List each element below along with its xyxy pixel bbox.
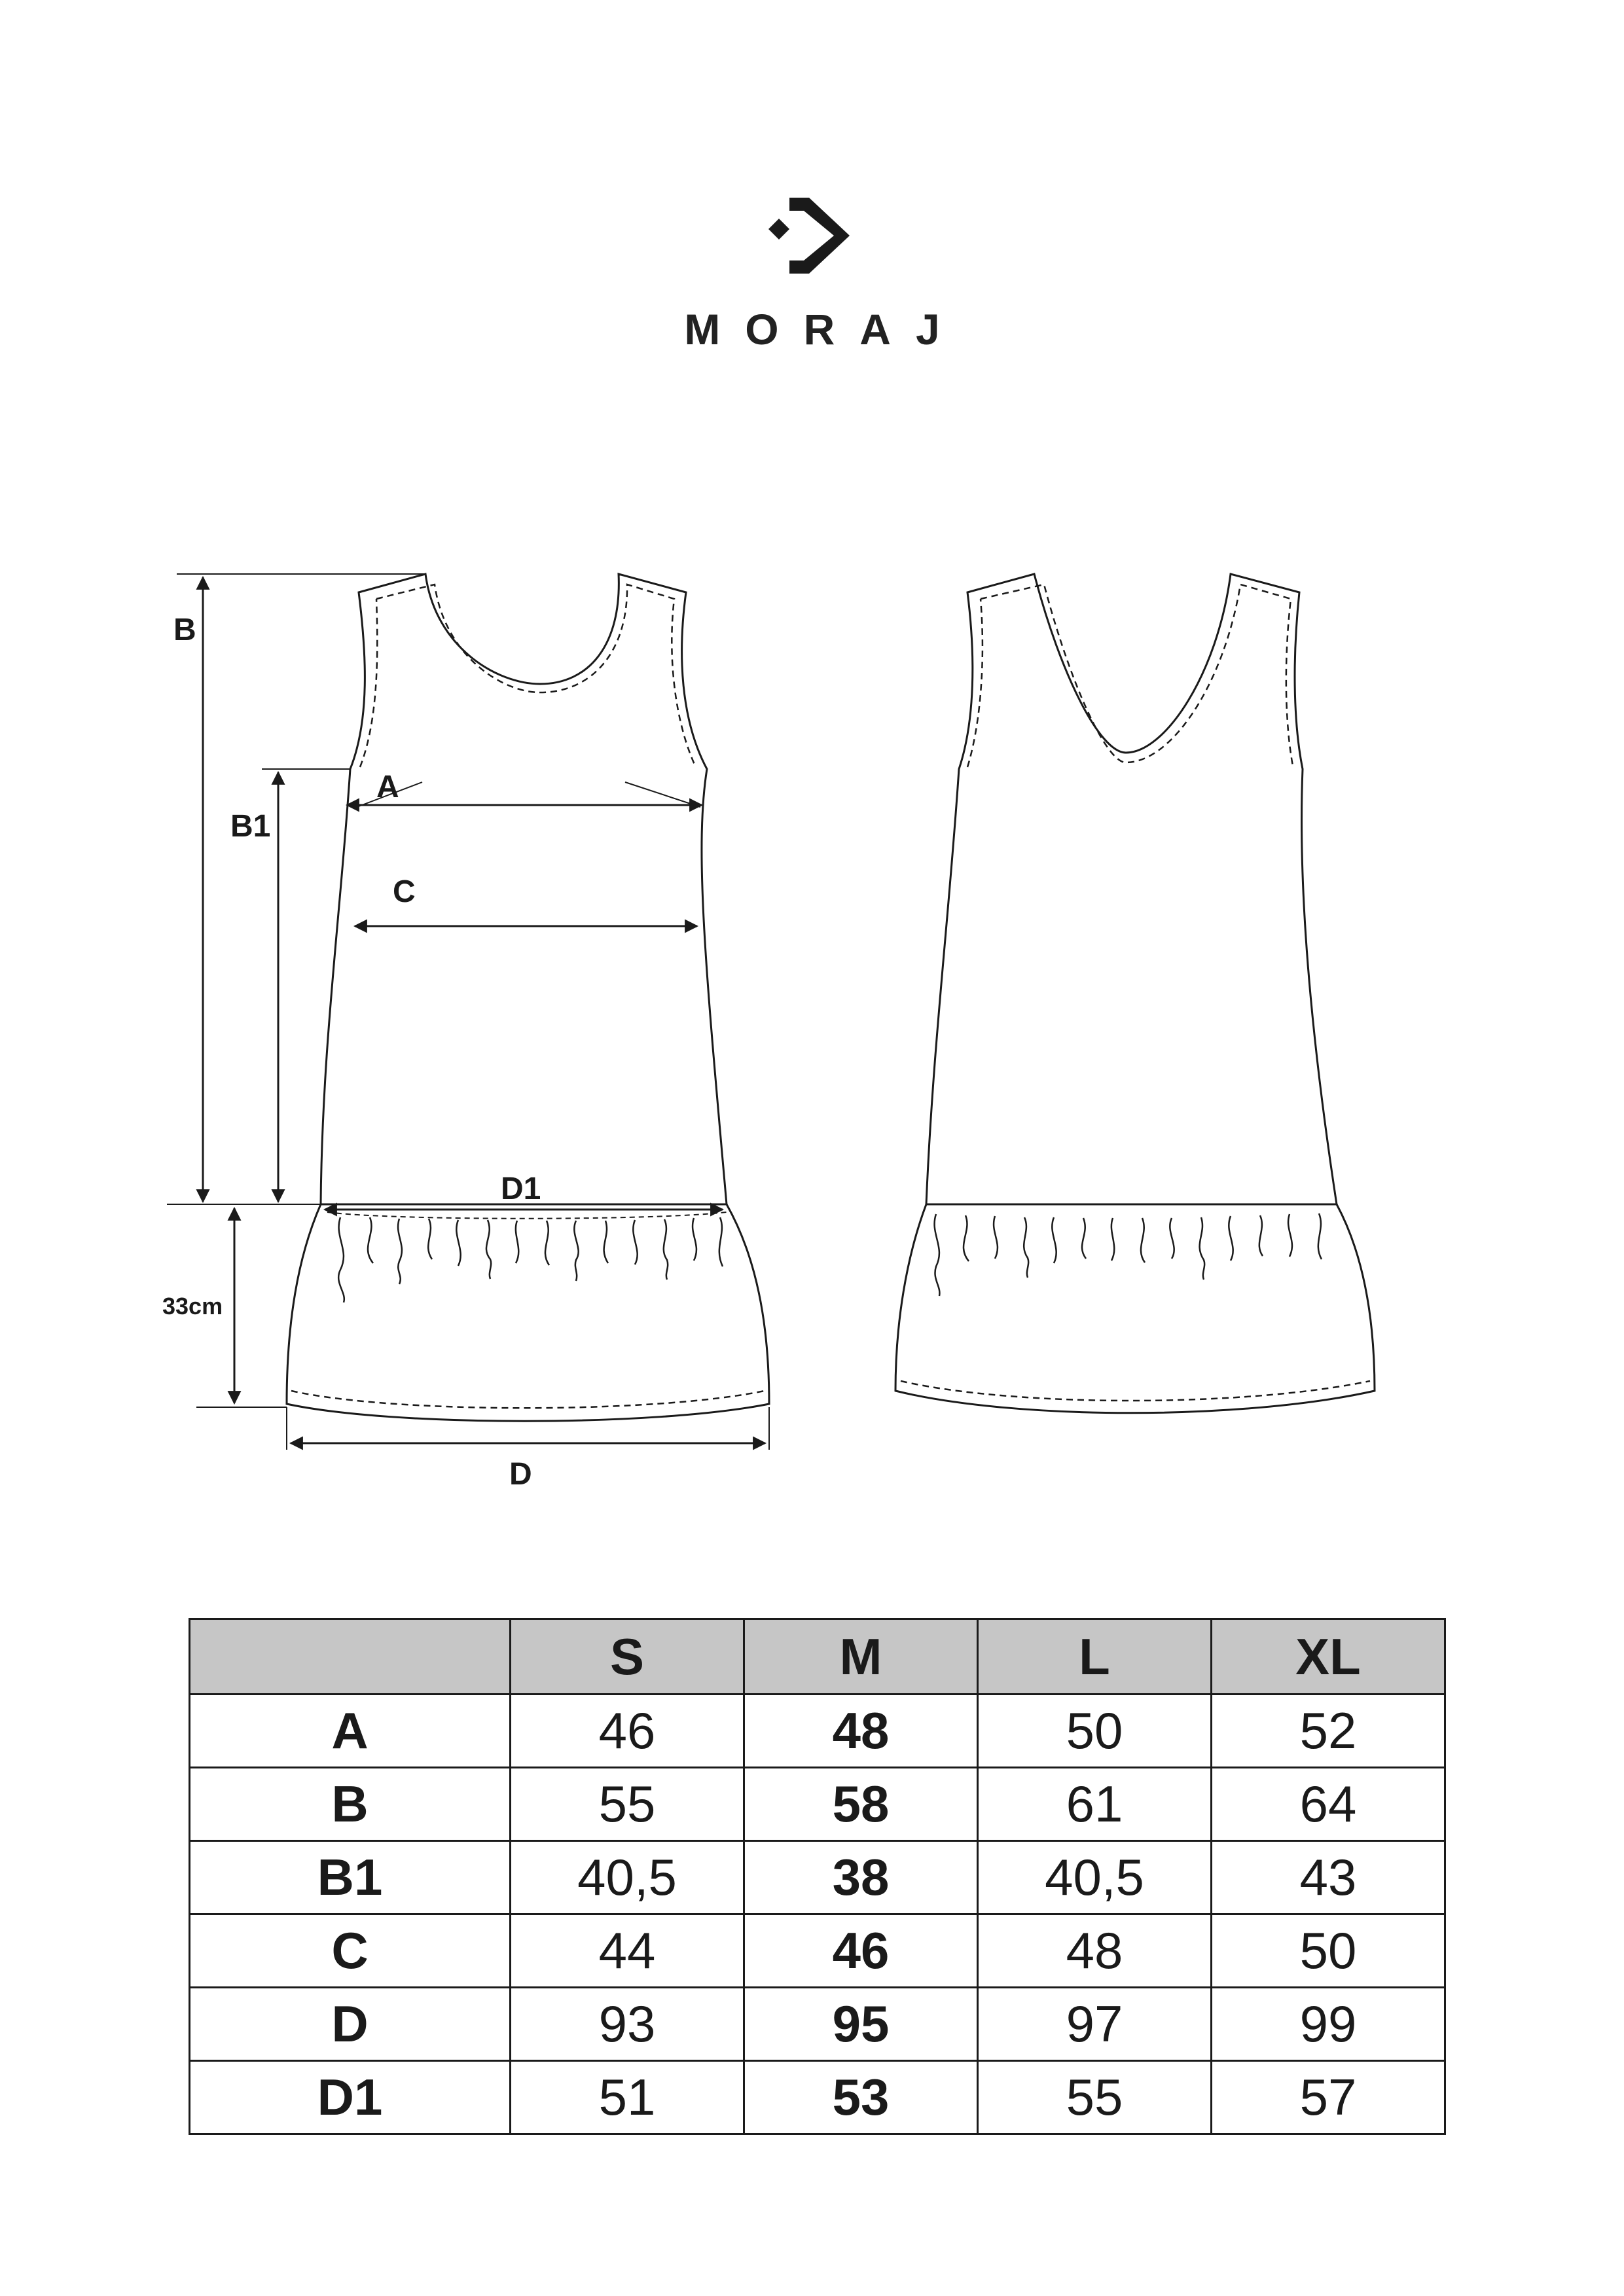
measurement-lines	[167, 574, 769, 1450]
table-cell: 97	[978, 1988, 1212, 2061]
table-cell: 55	[978, 2061, 1212, 2134]
table-cell: 53	[744, 2061, 978, 2134]
brand-name: MORAJ	[684, 305, 965, 353]
table-cell: 64	[1212, 1768, 1445, 1841]
row-label: A	[190, 1695, 511, 1768]
table-cell: 93	[511, 1988, 744, 2061]
table-cell: 55	[511, 1768, 744, 1841]
label-d1: D1	[501, 1172, 541, 1206]
table-row	[190, 2061, 1445, 2134]
label-b: B	[173, 613, 196, 647]
table-cell: 61	[978, 1768, 1212, 1841]
table-row	[190, 1988, 1445, 2061]
table-cell: 48	[744, 1695, 978, 1768]
table-cell: 57	[1212, 2061, 1445, 2134]
table-cell: 40,5	[978, 1841, 1212, 1914]
header-size-l: L	[978, 1619, 1212, 1695]
label-a: A	[376, 770, 399, 804]
table-row	[190, 1768, 1445, 1841]
header-size-xl: XL	[1212, 1619, 1445, 1695]
header-size-m: M	[744, 1619, 978, 1695]
header-size-s: S	[511, 1619, 744, 1695]
table-cell: 51	[511, 2061, 744, 2134]
row-label: B1	[190, 1841, 511, 1914]
table-row	[190, 1695, 1445, 1768]
table-cell: 46	[511, 1695, 744, 1768]
table-row	[190, 1841, 1445, 1914]
row-label: D1	[190, 2061, 511, 2134]
label-b1: B1	[230, 809, 271, 844]
table-cell: 58	[744, 1768, 978, 1841]
table-cell: 95	[744, 1988, 978, 2061]
dress-back-view	[895, 574, 1375, 1413]
dress-front-view	[287, 574, 769, 1421]
table-cell: 48	[978, 1914, 1212, 1988]
label-c: C	[393, 874, 416, 909]
table-row	[190, 1914, 1445, 1988]
front-gathers	[338, 1217, 723, 1302]
row-label: D	[190, 1988, 511, 2061]
table-cell: 50	[978, 1695, 1212, 1768]
table-cell: 44	[511, 1914, 744, 1988]
table-cell: 46	[744, 1914, 978, 1988]
back-gathers	[935, 1213, 1322, 1296]
size-table	[189, 1618, 1446, 2135]
table-cell: 50	[1212, 1914, 1445, 1988]
label-d: D	[509, 1457, 532, 1492]
row-label: C	[190, 1914, 511, 1988]
table-cell: 99	[1212, 1988, 1445, 2061]
table-cell: 43	[1212, 1841, 1445, 1914]
table-cell: 38	[744, 1841, 978, 1914]
row-label: B	[190, 1768, 511, 1841]
label-skirt-length: 33cm	[162, 1293, 223, 1319]
table-cell: 40,5	[511, 1841, 744, 1914]
table-cell: 52	[1212, 1695, 1445, 1768]
size-table-header-row	[190, 1619, 1445, 1695]
header-corner-cell	[190, 1619, 511, 1695]
